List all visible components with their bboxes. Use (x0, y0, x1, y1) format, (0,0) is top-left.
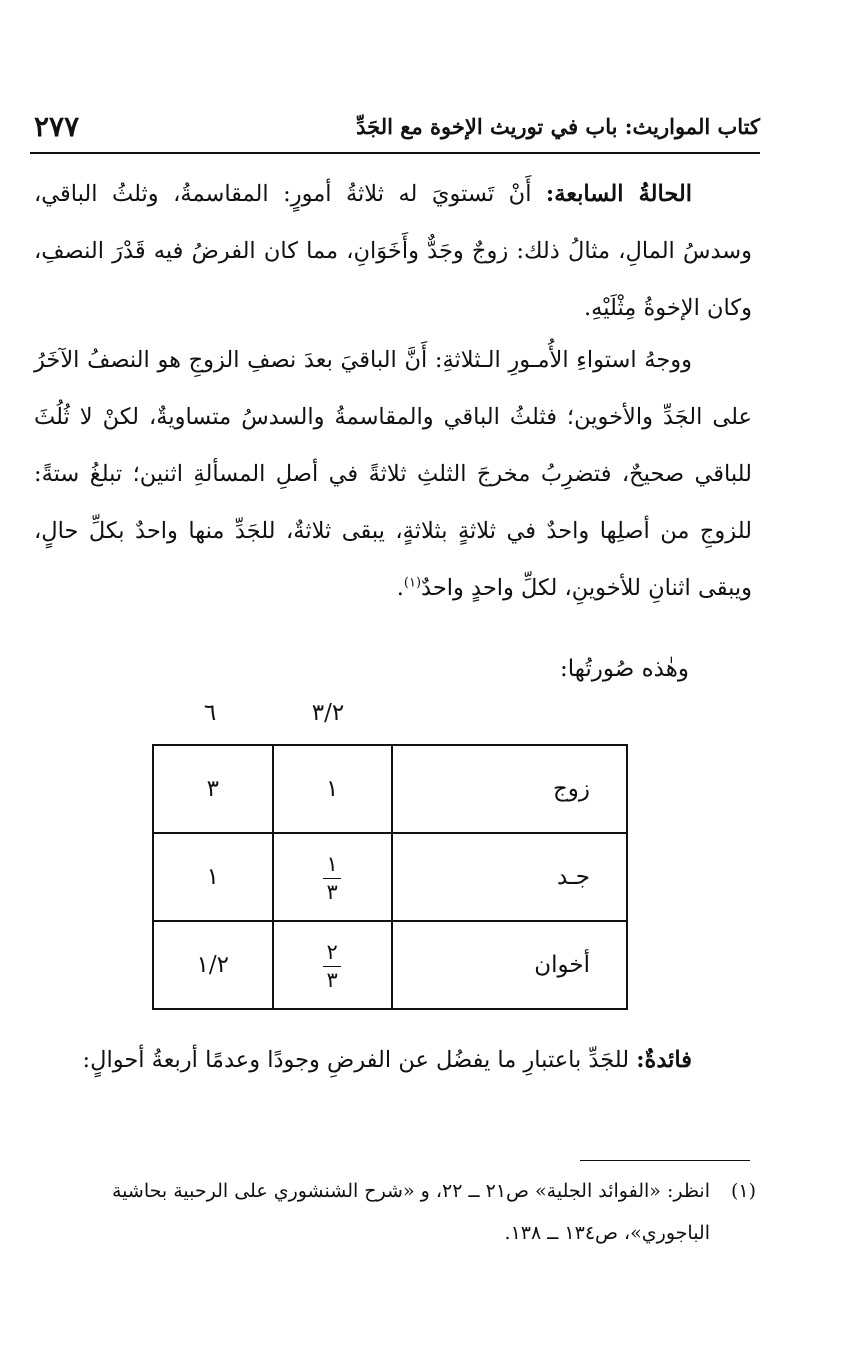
table-row (153, 833, 627, 921)
fraction-denominator: ٣ (326, 880, 338, 904)
paragraph-text: أَنْ تَستويَ له ثلاثةُ أمورٍ: المقاسمةُ، وثلثُ الباقي، وسدسُ المالِ، مثالُ ذلك: زوجٌ وجَدٌّ وأَخَوَانِ، مما كان الفرضُ فيه قَدْرَ النصفِ، وكان الإخوةُ مِثْلَيْهِ. (34, 181, 752, 321)
column-header-total: ٦ (203, 700, 217, 726)
heir-share (273, 833, 392, 921)
fraction (323, 854, 341, 903)
footnote (34, 1170, 756, 1254)
column-header-share: ٣/٢ (311, 700, 345, 726)
footnote-text: انظر: «الفوائد الجلية» ص٢١ ــ ٢٢، و «شرح الشنشوري على الرحبية بحاشية الباجوري»، ص١٣٤ ــ ١٣٨. (111, 1180, 710, 1244)
paragraph-lead: الحالةُ السابعة: (545, 181, 692, 207)
heir-share (273, 921, 392, 1009)
fraction (323, 942, 341, 991)
paragraph-lead: فائدةٌ: (636, 1047, 692, 1073)
running-title: كتاب المواريث: باب في توريث الإخوة مع الجَدِّ (356, 114, 760, 139)
page-number: ٢٧٧ (34, 110, 80, 143)
page-header (30, 108, 760, 154)
paragraph-benefit (34, 1032, 752, 1089)
paragraph-text: للجَدِّ باعتبارِ ما يفضُل عن الفرضِ وجودًا وعدمًا أربعةُ أحوالٍ: (82, 1047, 637, 1073)
inheritance-table (152, 744, 628, 1010)
table-row (153, 745, 627, 833)
fraction-bar (323, 878, 341, 879)
fraction-bar (323, 966, 341, 967)
heir-final-share: ١/٢ (153, 921, 273, 1009)
fraction-numerator: ٢ (326, 940, 338, 964)
footnote-reference: (١) (403, 575, 422, 591)
heir-share: ١ (273, 745, 392, 833)
footnote-marker: (١) (730, 1180, 756, 1202)
table-row (153, 921, 627, 1009)
heir-final-share: ٣ (153, 745, 273, 833)
table-caption: وهٰذه صُورتُها: (560, 656, 689, 682)
paragraph-text: ووجهُ استواءِ الأُمـورِ الـثلاثةِ: أَنَّ الباقيَ بعدَ نصفِ الزوجِ هو النصفُ الآخَرُ على الجَدِّ والأخوين؛ فثلثُ الباقي والمقاسمةُ والسدسُ متساويةٌ، لكنْ لا ثُلُثَ للباقي صحيحٌ، فتضرِبُ مخرجَ الثلثِ ثلاثةً في أصلِ المسألةِ اثنين؛ تبلغُ ستةً: للزوجِ من أصلِها واحدٌ في ثلاثةٍ بثلاثةٍ، يبقى ثلاثةٌ، للجَدِّ منها واحدٌ بكلِّ حالٍ، ويبقى اثنانِ للأخوينِ، لكلِّ واحدٍ واحدٌ (34, 347, 752, 601)
footnote-separator (580, 1160, 750, 1161)
heir-label: زوج (392, 745, 627, 833)
paragraph-seventh-case (34, 166, 752, 337)
paragraph-explanation (34, 332, 752, 617)
paragraph-end: . (396, 575, 404, 601)
heir-label: جـد (392, 833, 627, 921)
heir-label: أخوان (392, 921, 627, 1009)
fraction-numerator: ١ (326, 852, 338, 876)
heir-final-share: ١ (153, 833, 273, 921)
fraction-denominator: ٣ (326, 968, 338, 992)
